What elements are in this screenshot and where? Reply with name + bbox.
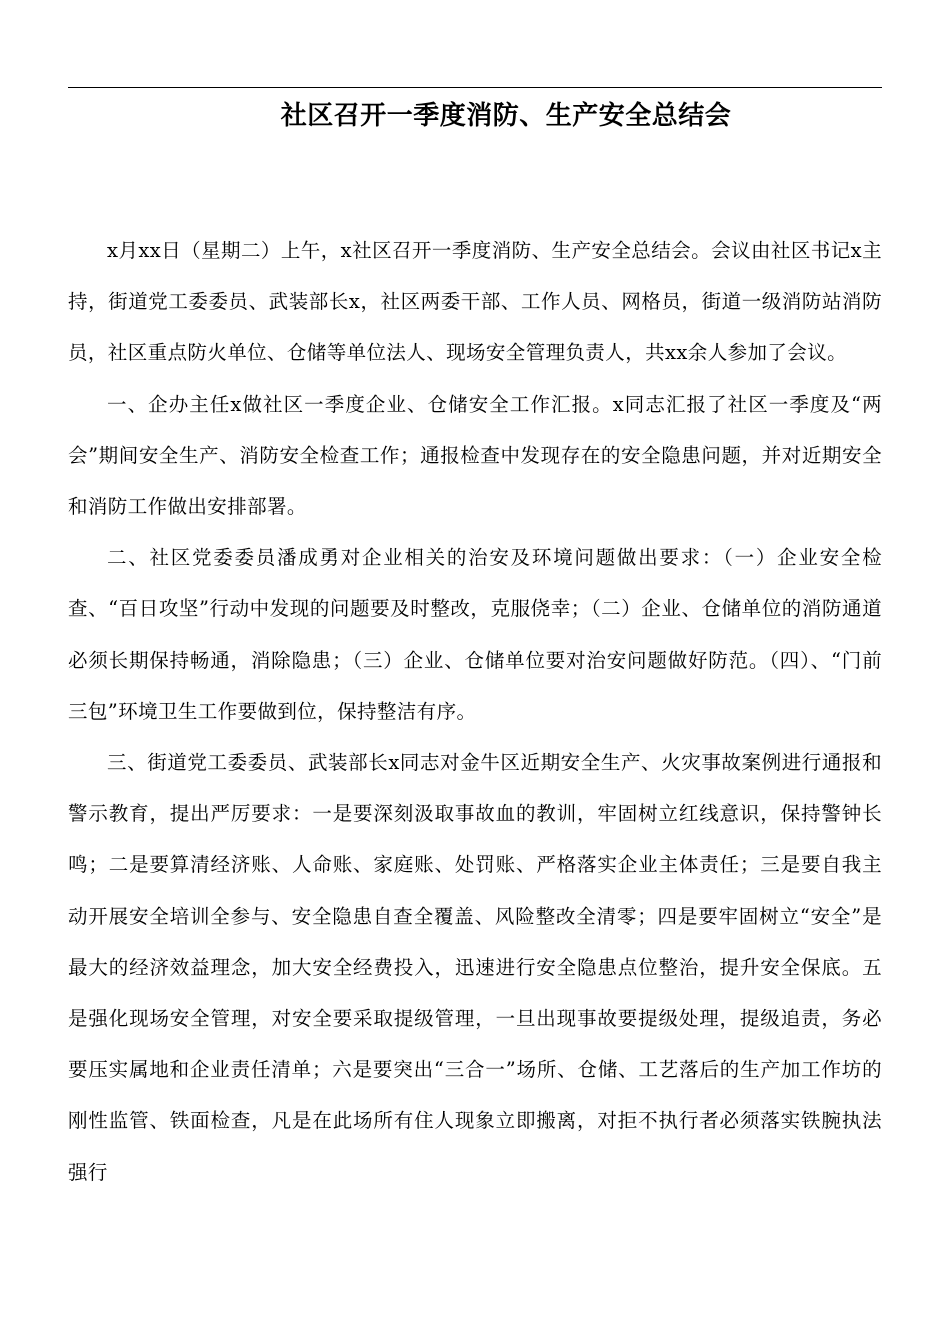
paragraph-item-1: 一、企办主任x做社区一季度企业、仓储安全工作汇报。x同志汇报了社区一季度及“两会”期间安全生产、消防安全检查工作；通报检查中发现存在的安全隐患问题，并对近期安全和消防工作做出安排部署。: [68, 392, 882, 519]
paragraph-item-2: 二、社区党委委员潘成勇对企业相关的治安及环境问题做出要求：（一）企业安全检查、“百日攻坚”行动中发现的问题要及时整改，克服侥幸；（二）企业、仓储单位的消防通道必须长期保持畅通，消除隐患；（三）企业、仓储单位要对治安问题做好防范。（四）、“门前三包”环境卫生工作要做到位，保持整洁有序。: [68, 546, 882, 723]
paragraph-item-3: 三、街道党工委委员、武装部长x同志对金牛区近期安全生产、火灾事故案例进行通报和警示教育，提出严厉要求：一是要深刻汲取事故血的教训，牢固树立红线意识，保持警钟长鸣；二是要算清经济账、人命账、家庭账、处罚账、严格落实企业主体责任；三是要自我主动开展安全培训全参与、安全隐患自查全覆盖、风险整改全清零；四是要牢固树立“安全”是最大的经济效益理念，加大安全经费投入，迅速进行安全隐患点位整治，提升安全保底。五是强化现场安全管理，对安全要采取提级管理，一旦出现事故要提级处理，提级追责，务必要压实属地和企业责任清单；六是要突出“三合一”场所、仓储、工艺落后的生产加工作坊的刚性监管、铁面检查，凡是在此场所有住人现象立即搬离，对拒不执行者必须落实铁腕执法强行: [68, 751, 882, 1184]
header-rule: [68, 87, 882, 88]
document-title: 社区召开一季度消防、生产安全总结会: [280, 101, 732, 131]
paragraph-intro: x月xx日（星期二）上午，x社区召开一季度消防、生产安全总结会。会议由社区书记x主持，街道党工委委员、武装部长x，社区两委干部、工作人员、网格员，街道一级消防站消防员，社区重点防火单位、仓储等单位法人、现场安全管理负责人，共xx余人参加了会议。: [68, 239, 882, 365]
document-body: [68, 225, 882, 1198]
